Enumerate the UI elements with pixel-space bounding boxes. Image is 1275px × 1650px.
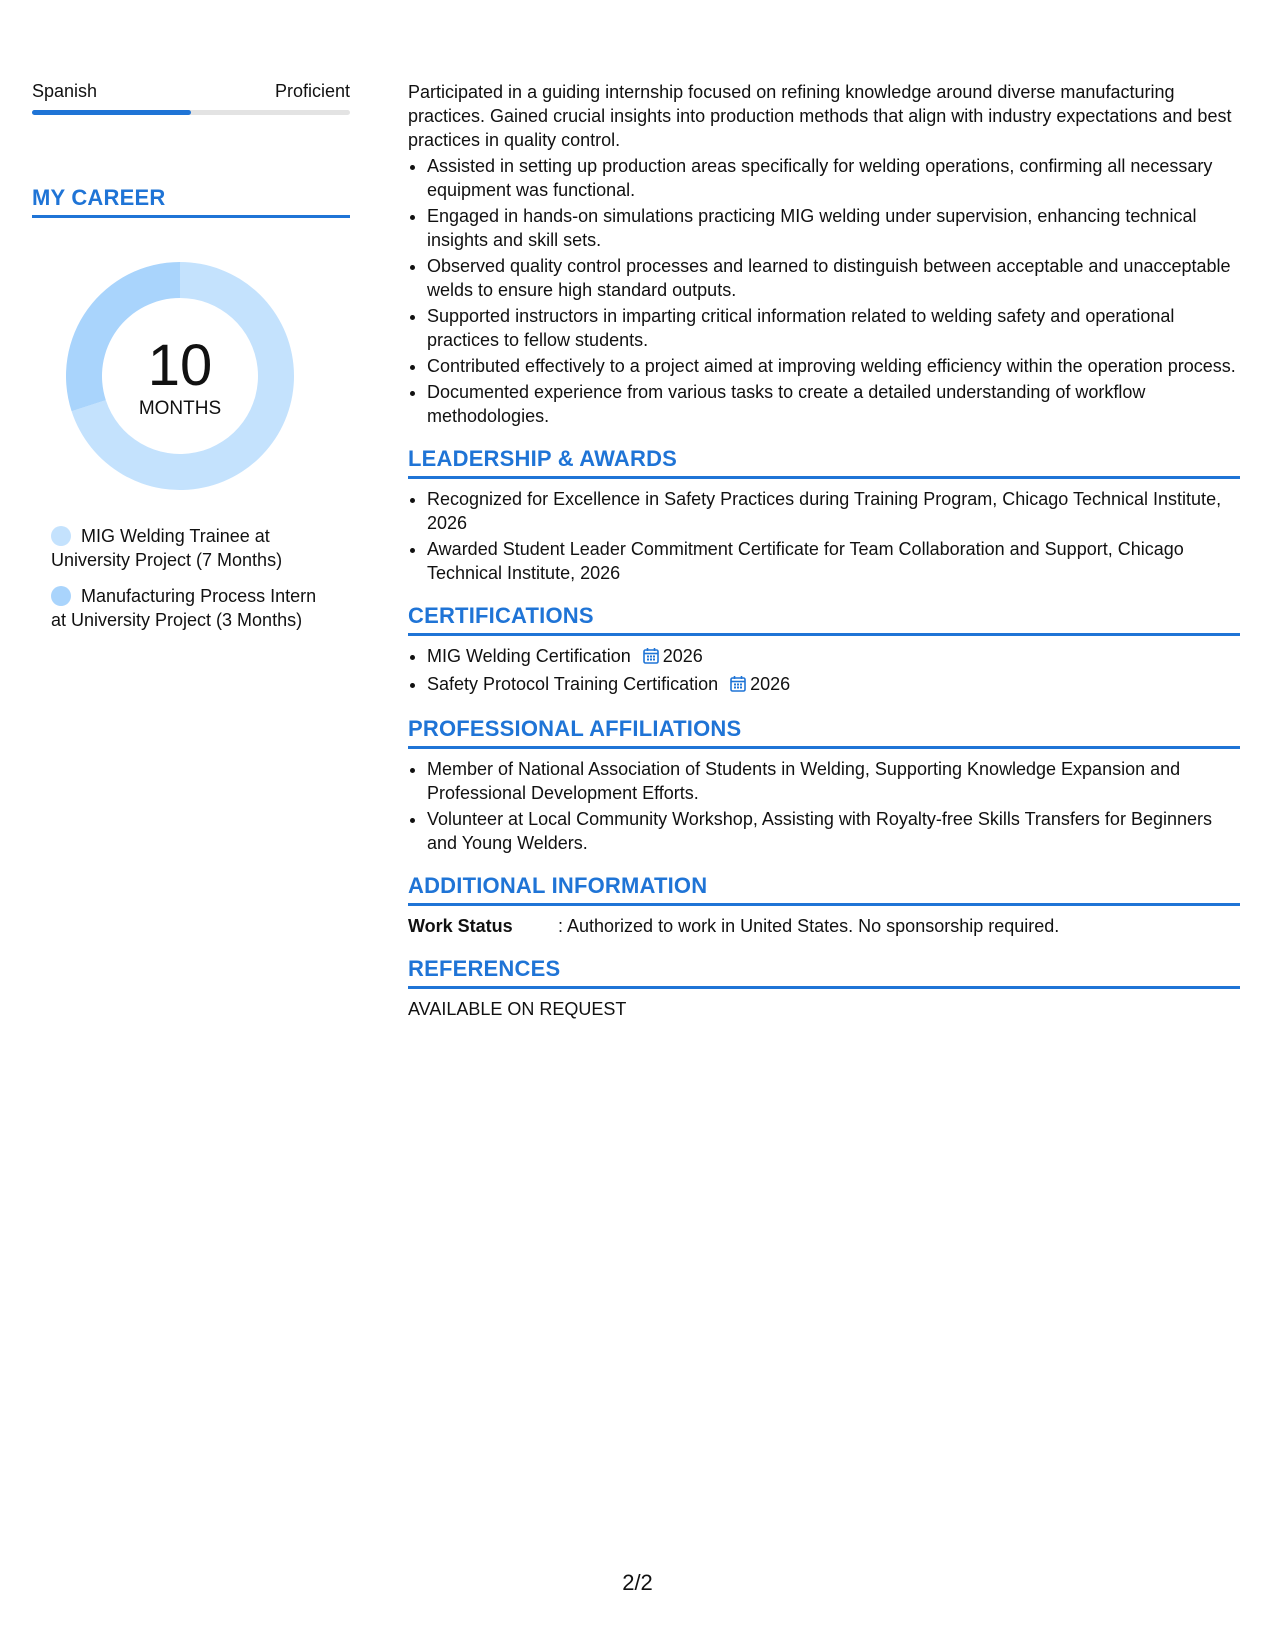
calendar-icon bbox=[643, 646, 659, 670]
career-donut-center bbox=[66, 262, 294, 490]
certifications-list bbox=[408, 644, 1240, 698]
certification-year: 2026 bbox=[662, 646, 703, 666]
career-total-value: 10 bbox=[147, 333, 213, 398]
page-number: 2/2 bbox=[622, 1570, 653, 1595]
legend-label: Manufacturing Process Intern at University Project (3 Months) bbox=[51, 586, 317, 630]
additional-title: ADDITIONAL INFORMATION bbox=[408, 873, 1240, 906]
affiliation-item: • Volunteer at Local Community Workshop, Assisting with Royalty-free Skills Transfers for Beginners and Young Welders. bbox=[427, 807, 1240, 855]
calendar-icon bbox=[730, 674, 746, 698]
career-donut-chart bbox=[66, 262, 294, 490]
experience-intro: Participated in a guiding internship focused on refining knowledge around diverse manufacturing practices. Gained crucial insights into production methods that align with industry expectations and best practices in quality control. bbox=[408, 82, 1232, 150]
experience-bullet: • Observed quality control processes and learned to distinguish between acceptable and unacceptable welds to ensure high standard outputs. bbox=[427, 254, 1240, 302]
career-title: MY CAREER bbox=[32, 185, 350, 218]
language-row bbox=[32, 80, 350, 102]
work-status-row bbox=[408, 914, 1240, 938]
legend-label: MIG Welding Trainee at University Project (7 Months) bbox=[51, 526, 283, 570]
affiliations-title: PROFESSIONAL AFFILIATIONS bbox=[408, 716, 1240, 749]
experience-bullet: • Contributed effectively to a project aimed at improving welding efficiency within the operation process. bbox=[427, 354, 1240, 378]
certification-year: 2026 bbox=[750, 674, 791, 694]
experience-bullets bbox=[408, 154, 1240, 428]
experience-bullet: • Supported instructors in imparting critical information related to welding safety and operational practices to fellow students. bbox=[427, 304, 1240, 352]
certifications-title: CERTIFICATIONS bbox=[408, 603, 1240, 636]
right-column bbox=[408, 80, 1240, 1021]
career-legend bbox=[51, 524, 331, 632]
language-name: Spanish bbox=[32, 81, 98, 101]
certification-name: MIG Welding Certification bbox=[427, 646, 631, 666]
certification-item bbox=[427, 672, 1240, 698]
career-total-unit: MONTHS bbox=[138, 398, 222, 419]
affiliations-list bbox=[408, 757, 1240, 855]
experience-bullet: • Assisted in setting up production areas specifically for welding operations, confirming all necessary equipment was functional. bbox=[427, 154, 1240, 202]
references-text: AVAILABLE ON REQUEST bbox=[408, 999, 627, 1019]
legend-dot bbox=[51, 526, 71, 546]
legend-item bbox=[51, 584, 331, 632]
work-status-label: Work Status bbox=[408, 916, 513, 936]
references-title: REFERENCES bbox=[408, 956, 1240, 989]
leadership-list bbox=[408, 487, 1240, 585]
affiliation-item: • Member of National Association of Students in Welding, Supporting Knowledge Expansion and Professional Development Efforts. bbox=[427, 757, 1240, 805]
legend-item bbox=[51, 524, 331, 572]
certification-item bbox=[427, 644, 1240, 670]
language-proficiency-fill bbox=[32, 110, 191, 115]
language-proficiency-bar bbox=[32, 110, 350, 115]
leadership-title: LEADERSHIP & AWARDS bbox=[408, 446, 1240, 479]
experience-bullet: • Engaged in hands-on simulations practicing MIG welding under supervision, enhancing technical insights and skill sets. bbox=[427, 204, 1240, 252]
leadership-item: • Recognized for Excellence in Safety Practices during Training Program, Chicago Technical Institute, 2026 bbox=[427, 487, 1240, 535]
legend-dot bbox=[51, 586, 71, 606]
language-level: Proficient bbox=[274, 81, 350, 101]
leadership-item: • Awarded Student Leader Commitment Certificate for Team Collaboration and Support, Chicago Technical Institute, 2026 bbox=[427, 537, 1240, 585]
experience-bullet: • Documented experience from various tasks to create a detailed understanding of workflow methodologies. bbox=[427, 380, 1240, 428]
certification-name: Safety Protocol Training Certification bbox=[427, 674, 719, 694]
left-column bbox=[32, 80, 350, 644]
work-status-value: : Authorized to work in United States. No sponsorship required. bbox=[558, 916, 1060, 936]
